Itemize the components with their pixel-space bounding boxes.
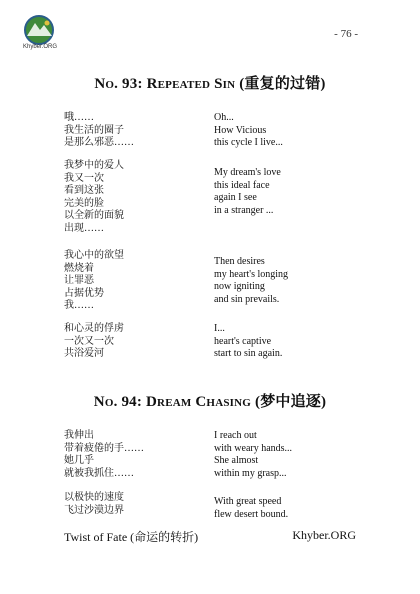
verse-line: 哦…… xyxy=(64,112,94,123)
verse-line: 共浴爱河 xyxy=(64,348,104,359)
verse-line: and sin prevails. xyxy=(214,293,280,305)
verse-line: start to sin again. xyxy=(214,348,283,359)
verse-line: With great speed xyxy=(214,496,282,507)
verse-line: this ideal face xyxy=(214,179,270,191)
poem-93-stanza-2-cn xyxy=(64,160,124,235)
poem-93-stanza-4-en xyxy=(214,323,282,361)
poem-93-title xyxy=(0,72,420,93)
poem-94-title xyxy=(0,390,420,411)
verse-line: Oh... xyxy=(214,112,234,123)
poem-94-stanza-1-en xyxy=(214,430,292,480)
verse-line: 一次又一次 xyxy=(64,335,114,347)
verse-line: 我…… xyxy=(64,300,94,311)
verse-line: 以极快的速度 xyxy=(64,492,124,503)
poem-93-title-en: No. 93: Repeated Sin xyxy=(94,76,236,92)
poem-94-stanza-2-en xyxy=(214,496,288,521)
poem-94-stanza-2-cn xyxy=(64,492,124,517)
verse-line: 和心灵的俘虏 xyxy=(64,323,124,334)
poem-93-stanza-3-cn xyxy=(64,250,124,313)
verse-line: heart's captive xyxy=(214,335,272,347)
verse-line: 我生活的圈子 xyxy=(64,124,124,136)
poem-93-title-cn: (重复的过错) xyxy=(239,76,326,92)
verse-line: 以全新的面貌 xyxy=(64,210,124,221)
poem-93-stanza-3-en xyxy=(214,256,288,306)
verse-line: I... xyxy=(214,323,225,334)
verse-line: 飞过沙漠边界 xyxy=(64,504,124,516)
verse-line: this cycle I live... xyxy=(214,137,283,148)
verse-line: How Vicious xyxy=(214,124,267,136)
verse-line: with weary hands... xyxy=(214,442,293,454)
verse-line: 我梦中的爱人 xyxy=(64,160,124,171)
verse-line: She almost xyxy=(214,455,259,466)
verse-line: 我又一次 xyxy=(64,172,104,184)
verse-line: 就被我抓住…… xyxy=(64,467,134,479)
page-number: - 76 - xyxy=(334,28,358,40)
poem-93-stanza-2-en xyxy=(214,167,281,217)
verse-line: flew desert bound. xyxy=(214,508,289,520)
verse-line: My dream's love xyxy=(214,167,281,178)
footer-site-name: Khyber.ORG xyxy=(292,528,356,542)
verse-line: again I see xyxy=(214,192,257,203)
poem-94-title-en: No. 94: Dream Chasing xyxy=(93,394,252,410)
verse-line: 是那么邪恶…… xyxy=(64,137,134,148)
verse-line: within my grasp... xyxy=(214,467,287,479)
mountain-globe-icon xyxy=(18,14,60,46)
khyber-logo xyxy=(18,14,60,58)
verse-line: in a stranger ... xyxy=(214,204,274,216)
verse-line: 我心中的欲望 xyxy=(64,250,124,261)
verse-line: 出现…… xyxy=(64,222,104,234)
poem-94-stanza-1-cn xyxy=(64,430,144,480)
verse-line: 她几乎 xyxy=(64,455,94,466)
verse-line: 我伸出 xyxy=(64,430,94,441)
poem-93-stanza-1-en xyxy=(214,112,283,150)
verse-line: 带着疲倦的手…… xyxy=(64,442,144,454)
verse-line: now igniting xyxy=(214,281,265,292)
verse-line: I reach out xyxy=(214,430,257,441)
verse-line: 完美的脸 xyxy=(64,197,104,209)
logo-text: Khyber.ORG xyxy=(22,44,57,50)
verse-line: 占据优势 xyxy=(64,287,104,299)
poem-93-stanza-1-cn xyxy=(64,112,134,150)
poem-94-title-cn: (梦中追逐) xyxy=(255,394,327,410)
verse-line: my heart's longing xyxy=(214,268,289,280)
footer-book-title: Twist of Fate (命运的转折) xyxy=(64,530,199,544)
verse-line: 看到这张 xyxy=(64,185,104,196)
verse-line: 燃烧着 xyxy=(64,262,94,274)
verse-line: 让罪恶 xyxy=(64,275,94,286)
poem-93-stanza-4-cn xyxy=(64,323,124,361)
verse-line: Then desires xyxy=(214,256,265,267)
